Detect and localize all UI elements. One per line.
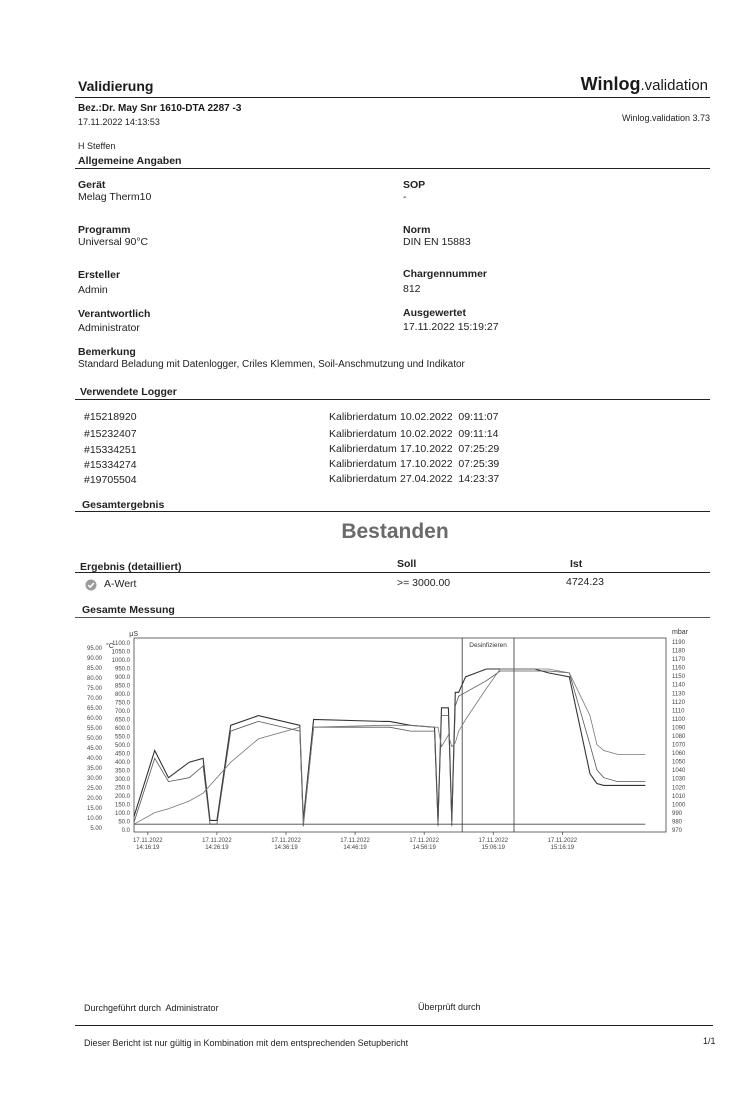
x-tick-date: 17.11.2022	[133, 838, 163, 844]
conductivity-tick-label: 900.0	[114, 675, 130, 681]
creator-value: Admin	[78, 284, 108, 296]
pressure-tick-label: 970	[672, 828, 683, 834]
x-tick-time: 14:36:19	[274, 845, 298, 851]
checked-by: Überprüft durch	[418, 1002, 481, 1012]
x-tick-date: 17.11.2022	[340, 838, 370, 844]
check-circle-icon	[85, 578, 97, 590]
logger-calibration-label: Kalibrierdatum	[329, 428, 397, 440]
pressure-tick-label: 1030	[672, 776, 686, 783]
evaluated-label: Ausgewertet	[403, 307, 467, 319]
evaluated-value: 17.11.2022 15:19:27	[403, 321, 499, 333]
conductivity-tick-label: 450.0	[114, 751, 130, 758]
remark-label: Bemerkung	[78, 346, 136, 358]
report-title: Validierung	[78, 78, 154, 94]
pressure-tick-label: 1170	[672, 657, 685, 664]
batch-number-value: 812	[403, 283, 421, 295]
conductivity-tick-label: 400.0	[114, 760, 130, 766]
pressure-tick-label: 1090	[672, 725, 686, 732]
pressure-tick-label: 1000	[672, 802, 686, 809]
celsius-tick-label: 60.00	[86, 716, 102, 723]
logger-id: #15334251	[84, 444, 137, 456]
conductivity-tick-label: 550.0	[114, 734, 130, 741]
norm-value: DIN EN 15883	[403, 236, 471, 248]
section-measurement: Gesamte Messung	[82, 604, 175, 616]
responsible-label: Verantwortlich	[78, 308, 151, 320]
logger-calibration-date: 17.10.2022 07:25:39	[400, 458, 500, 470]
measurement-chart	[78, 618, 718, 858]
pressure-tick-label: 1150	[672, 674, 685, 681]
celsius-tick-label: 15.00	[86, 806, 102, 813]
report-datetime: 17.11.2022 14:13:53	[78, 117, 160, 127]
celsius-tick-label: 80.00	[86, 676, 102, 683]
conductivity-tick-label: 850.0	[114, 683, 130, 690]
celsius-tick-label: 75.00	[86, 686, 102, 693]
celsius-tick-label: 90.00	[86, 656, 102, 663]
conductivity-tick-label: 750.0	[114, 700, 130, 707]
x-tick-date: 17.11.2022	[202, 838, 232, 844]
conductivity-tick-label: 500.0	[114, 743, 130, 749]
celsius-tick-label: 70.00	[86, 696, 102, 703]
report-reference: Bez.:Dr. May Snr 1610-DTA 2287 -3	[78, 103, 242, 114]
conductivity-tick-label: 150.0	[114, 802, 130, 809]
conductivity-tick-label: 1100.0	[112, 641, 130, 647]
celsius-tick-label: 5.00	[90, 826, 102, 833]
result-verdict: Bestanden	[341, 520, 449, 543]
celsius-tick-label: 10.00	[86, 816, 102, 823]
logger-calibration-label: Kalibrierdatum	[329, 458, 397, 470]
x-tick-time: 14:26:19	[205, 845, 229, 851]
pressure-tick-label: 1190	[672, 640, 685, 646]
conductivity-axis-unit: µS	[129, 631, 138, 638]
celsius-tick-label: 40.00	[86, 756, 102, 763]
operator-name: H Steffen	[78, 141, 116, 151]
pressure-tick-label: 1100	[672, 716, 685, 723]
logger-calibration-date: 10.02.2022 09:11:07	[400, 411, 499, 423]
celsius-tick-label: 45.00	[86, 746, 102, 753]
logger-id: #15232407	[84, 428, 137, 440]
celsius-tick-label: 50.00	[86, 736, 102, 743]
conductivity-tick-label: 200.0	[114, 794, 130, 800]
program-label: Programm	[78, 224, 131, 236]
logger-calibration-date: 27.04.2022 14:23:37	[400, 473, 500, 485]
celsius-tick-label: 30.00	[86, 776, 102, 783]
batch-number-label: Chargennummer	[403, 268, 488, 280]
conductivity-tick-label: 250.0	[114, 785, 130, 792]
logger-calibration-date: 10.02.2022 09:11:14	[400, 428, 499, 440]
celsius-tick-label: 95.00	[86, 646, 102, 652]
remark-value: Standard Beladung mit Datenlogger, Criles Klemmen, Soil-Anschmutzung und Indikator	[78, 359, 465, 370]
pressure-tick-label: 1140	[672, 682, 685, 689]
conductivity-tick-label: 300.0	[114, 777, 130, 783]
pressure-tick-label: 1010	[672, 793, 686, 800]
sop-label: SOP	[403, 179, 426, 191]
creator-label: Ersteller	[78, 269, 121, 281]
celsius-tick-label: 35.00	[86, 766, 102, 773]
celsius-tick-label: 25.00	[86, 786, 102, 793]
celsius-tick-label: 85.00	[86, 666, 102, 673]
conductivity-tick-label: 1000.0	[111, 658, 130, 664]
logger-id: #15334274	[84, 459, 137, 471]
x-tick-time: 15:16:19	[550, 845, 575, 851]
x-tick-time: 14:46:19	[343, 845, 367, 851]
section-overall-result: Gesamtergebnis	[82, 499, 165, 511]
series-line-2	[134, 671, 645, 826]
norm-label: Norm	[403, 224, 431, 236]
x-tick-date: 17.11.2022	[547, 838, 578, 844]
logger-id: #19705504	[84, 474, 137, 486]
x-tick-date: 17.11.2022	[478, 838, 509, 844]
program-value: Universal 90°C	[78, 236, 149, 248]
page-number: 1/1	[703, 1036, 716, 1046]
conductivity-tick-label: 1050.0	[111, 649, 130, 656]
section-loggers: Verwendete Logger	[80, 386, 177, 398]
celsius-axis-unit: °C	[106, 643, 114, 650]
section-detailed-result: Ergebnis (detailliert)	[80, 561, 182, 573]
pressure-tick-label: 1080	[672, 734, 686, 740]
x-tick-date: 17.11.2022	[271, 838, 301, 844]
conductivity-tick-label: 800.0	[114, 692, 130, 698]
logger-calibration-date: 17.10.2022 07:25:29	[400, 443, 500, 455]
pressure-tick-label: 1050	[672, 759, 686, 766]
series-line-1	[134, 669, 645, 820]
pressure-tick-label: 1110	[672, 708, 685, 715]
actual-column-header: Ist	[570, 558, 583, 570]
logger-calibration-label: Kalibrierdatum	[329, 473, 397, 485]
software-version: Winlog.validation 3.73	[621, 113, 710, 123]
pressure-tick-label: 1160	[672, 665, 685, 672]
x-tick-date: 17.11.2022	[409, 838, 439, 844]
celsius-tick-label: 65.00	[86, 706, 102, 713]
celsius-tick-label: 20.00	[86, 796, 102, 803]
pressure-tick-label: 990	[672, 810, 683, 817]
pressure-tick-label: 980	[672, 819, 683, 826]
pressure-tick-label: 1060	[672, 751, 686, 758]
conductivity-tick-label: 950.0	[114, 666, 130, 673]
phase-label: Desinfizieren	[469, 642, 507, 649]
brand-logo	[581, 74, 708, 95]
celsius-tick-label: 55.00	[86, 726, 102, 733]
pressure-tick-label: 1020	[672, 785, 686, 792]
pressure-tick-label: 1070	[672, 742, 686, 749]
pressure-tick-label: 1120	[672, 699, 685, 706]
section-general: Allgemeine Angaben	[78, 155, 182, 167]
series-line-3	[134, 669, 645, 826]
conductivity-tick-label: 50.0	[118, 819, 130, 826]
target-column-header: Soll	[397, 558, 417, 570]
result-target: >= 3000.00	[397, 577, 451, 589]
logger-calibration-label: Kalibrierdatum	[329, 443, 397, 455]
x-tick-time: 15:06:19	[481, 845, 505, 851]
brand-bold: Winlog	[580, 74, 641, 94]
logger-id: #15218920	[84, 411, 137, 423]
sop-value: -	[403, 191, 407, 203]
pressure-tick-label: 1180	[672, 648, 685, 655]
x-tick-time: 14:16:19	[136, 845, 160, 851]
brand-light: .validation	[640, 77, 708, 94]
conductivity-tick-label: 100.0	[114, 811, 130, 817]
conductivity-tick-label: 0.0	[121, 828, 130, 834]
x-tick-time: 14:56:19	[412, 845, 436, 851]
pressure-axis-unit: mbar	[672, 629, 688, 636]
performed-by: Durchgeführt durch Administrator	[84, 1003, 219, 1013]
logger-calibration-label: Kalibrierdatum	[329, 411, 397, 423]
conductivity-tick-label: 600.0	[114, 726, 130, 732]
device-label: Gerät	[78, 179, 106, 191]
conductivity-tick-label: 350.0	[114, 768, 130, 775]
conductivity-tick-label: 700.0	[114, 709, 130, 715]
result-name: A-Wert	[104, 578, 137, 590]
pressure-tick-label: 1040	[672, 768, 686, 775]
plot-frame	[134, 638, 666, 832]
measurement-chart-svg	[78, 618, 718, 858]
responsible-value: Administrator	[78, 322, 140, 334]
device-value: Melag Therm10	[78, 191, 152, 203]
pressure-tick-label: 1130	[672, 691, 685, 698]
disclaimer: Dieser Bericht ist nur gültig in Kombination mit dem entsprechenden Setupbericht	[84, 1038, 409, 1048]
conductivity-tick-label: 650.0	[114, 717, 130, 724]
result-actual: 4724.23	[566, 576, 604, 588]
